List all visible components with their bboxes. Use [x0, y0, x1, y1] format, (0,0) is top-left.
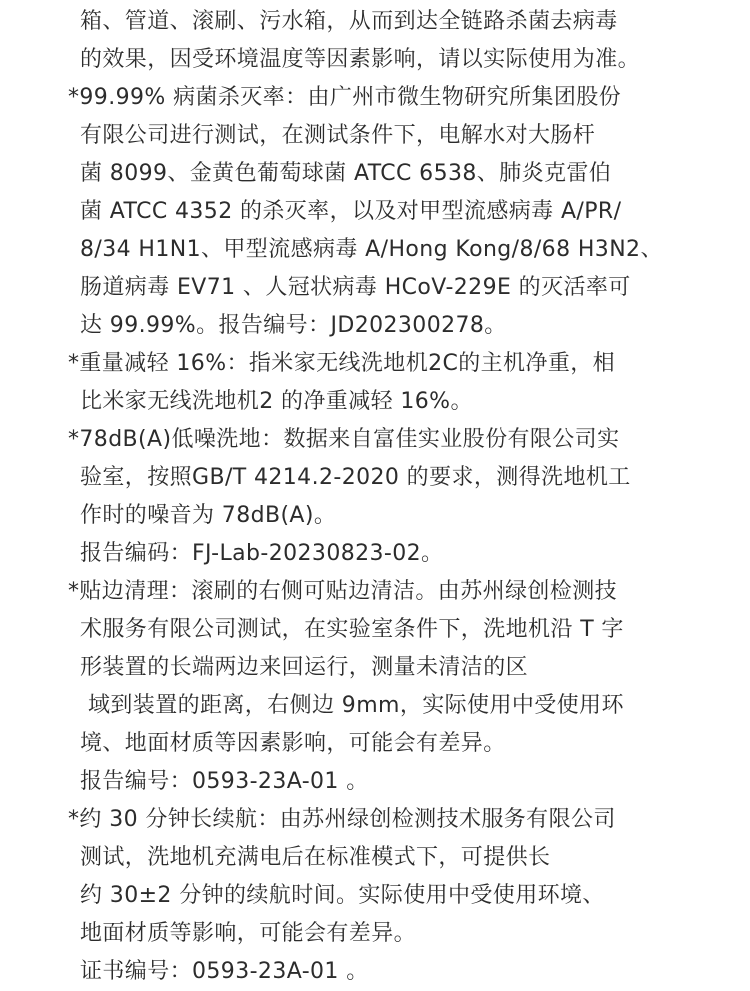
text-line: 菌 ATCC 4352 的杀灭率，以及对甲型流感病毒 A/PR/	[80, 199, 622, 224]
text-line: 测试，洗地机充满电后在标准模式下，可提供长	[80, 845, 551, 870]
footnote-start-line: *重量减轻 16%：指米家无线洗地机2C的主机净重，相	[68, 351, 616, 376]
certificate-number-line: 证书编号：0593-23A-01 。	[80, 959, 369, 984]
text-line: 有限公司进行测试，在测试条件下，电解水对大肠杆	[80, 123, 596, 148]
text-line: 肠道病毒 EV71 、人冠状病毒 HCoV-229E 的灭活率可	[80, 275, 631, 300]
footnote-start-line: *78dB(A)低噪洗地：数据来自富佳实业股份有限公司实	[68, 427, 620, 452]
text-line: 形装置的长端两边来回运行，测量未清洁的区	[80, 655, 529, 680]
text-line: 域到装置的距离，右侧边 9mm，实际使用中受使用环	[88, 693, 624, 718]
footnote-start-line: *99.99% 病菌杀灭率：由广州市微生物研究所集团股份	[68, 85, 622, 110]
text-line: 的效果，因受环境温度等因素影响，请以实际使用为准。	[80, 47, 641, 72]
text-line: 术服务有限公司测试，在实验室条件下，洗地机沿 T 字	[80, 617, 624, 642]
text-line: 菌 8099、金黄色葡萄球菌 ATCC 6538、肺炎克雷伯	[80, 161, 612, 186]
footnote-start-line: *贴边清理：滚刷的右侧可贴边清洁。由苏州绿创检测技	[68, 579, 618, 604]
report-number-line: 报告编号：0593-23A-01 。	[80, 769, 369, 794]
text-line: 作时的噪音为 78dB(A)。	[80, 503, 337, 528]
text-line: 地面材质等影响，可能会有差异。	[80, 921, 417, 946]
report-number-line: 报告编码：FJ-Lab-20230823-02。	[80, 541, 444, 566]
report-number-line: 达 99.99%。报告编号：JD202300278。	[80, 313, 507, 338]
text-line: 比米家无线洗地机2 的净重减轻 16%。	[80, 389, 473, 414]
footnote-start-line: *约 30 分钟长续航：由苏州绿创检测技术服务有限公司	[68, 807, 616, 832]
text-line: 境、地面材质等因素影响，可能会有差异。	[80, 731, 506, 756]
text-line: 8/34 H1N1、甲型流感病毒 A/Hong Kong/8/68 H3N2、	[80, 237, 663, 262]
text-line: 箱、管道、滚刷、污水箱，从而到达全链路杀菌去病毒	[80, 9, 618, 34]
text-line: 约 30±2 分钟的续航时间。实际使用中受使用环境、	[80, 883, 605, 908]
text-line: 验室，按照GB/T 4214.2-2020 的要求，测得洗地机工	[80, 465, 631, 490]
